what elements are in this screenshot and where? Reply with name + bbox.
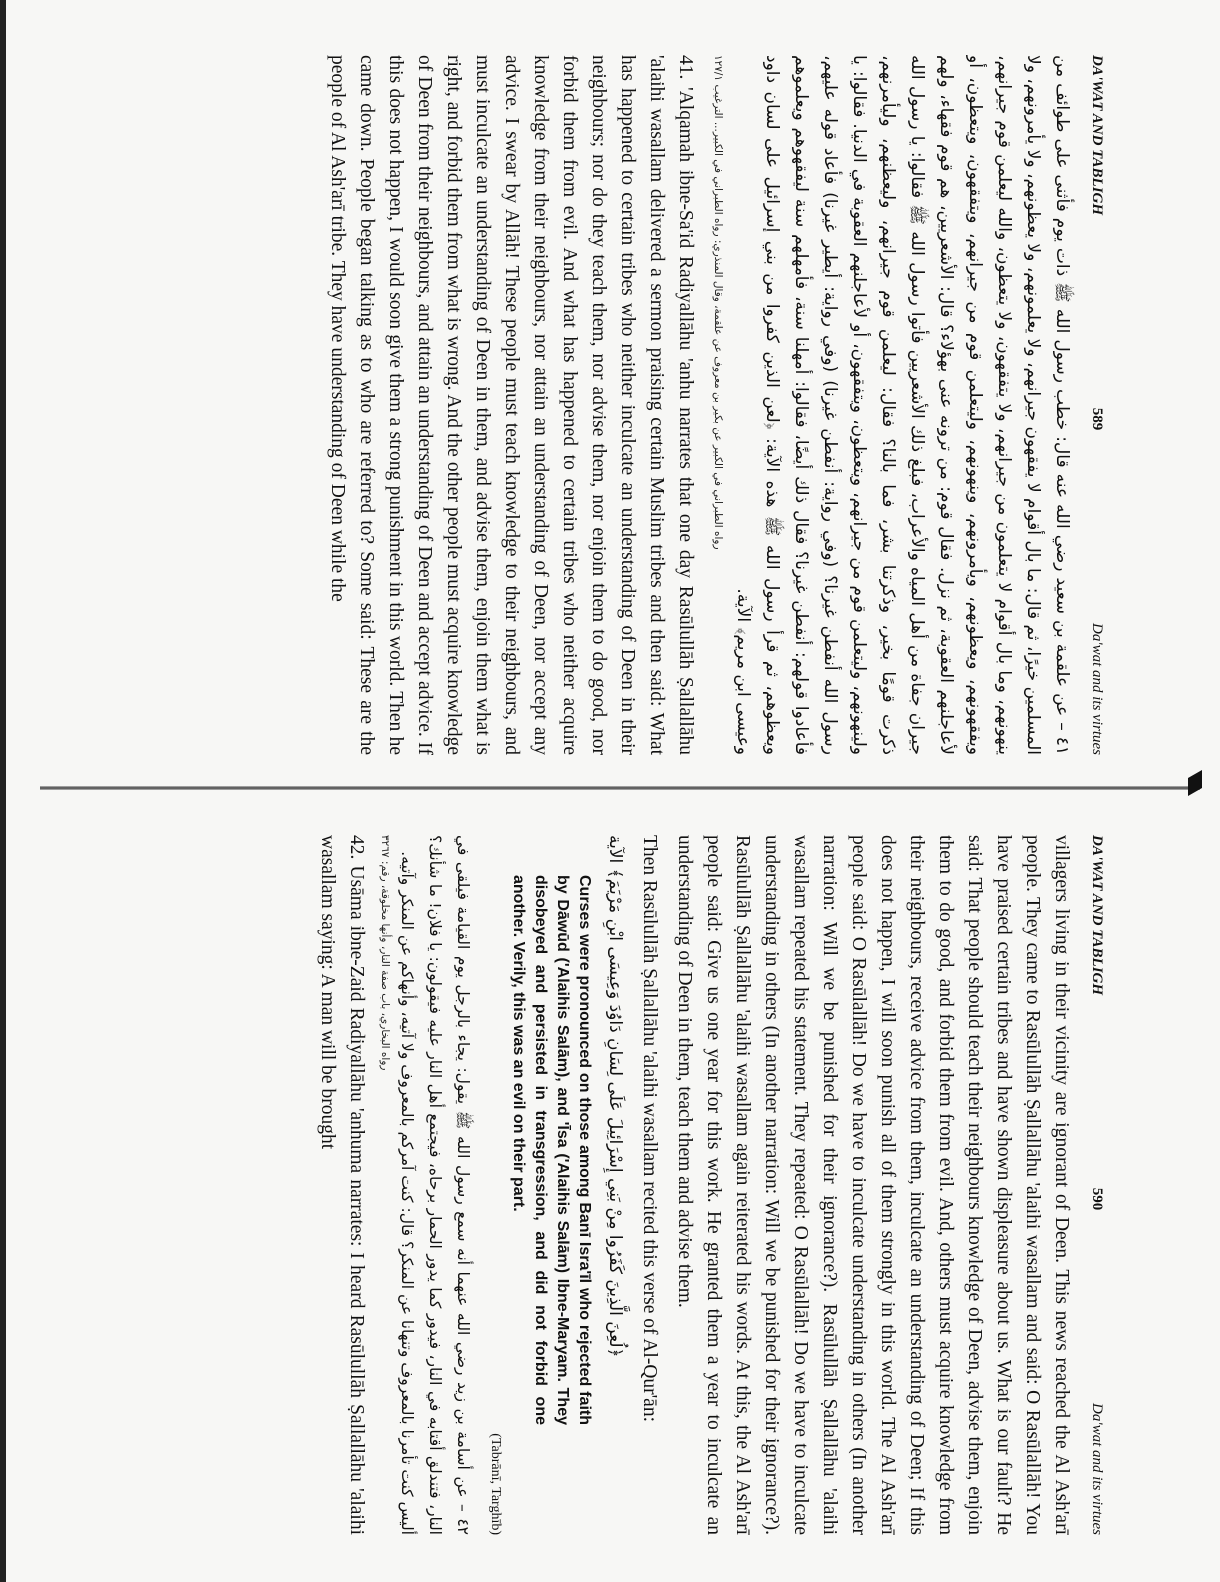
page-fold (40, 786, 1200, 790)
header-chapter-title: Da'wat and its virtues (1089, 623, 1106, 755)
page-body (36, 55, 1076, 755)
arabic-hadith-42: ٤٢ – عن أسامة بن زيد رضي الله عنهما أنه سمع رسول الله ﷺ يقول: يجاء بالرجل يوم القيامة فيلقى في النار، فتندلق أقتابه في النار، فيدور كما يدور الحمار برحاه، فيجتمع أهل النار عليه فيقولون: يا فلان! ما شأنك؟ أليس كنت تأمرنا بالمعروف وتنهانا عن المنكر؟ قال: كنت آمركم بالمعروف ولا آتيه، وأنهاكم عن المنكر وآتيه. (398, 835, 472, 1535)
arabic-source-41: رواه الطبراني في الكبير عن بكير بن معروف عن علقمة، وقال المنذري: رواه الطبراني في الكبير... الترغيب ١٢٧/١ (712, 55, 724, 550)
arabic-source-42: رواه البخاري، باب صفة النار، وأنها مخلوقة، رقم: ٣٢٦٧ (379, 835, 391, 1071)
page-590 (30, 835, 1110, 1535)
english-paragraph-verse-intro: Then Rasūlullāh Ṣallallāhu 'alaihi wasallam recited this verse of Al-Qur'ān: (639, 835, 660, 1422)
quran-verse-arabic: ﴿لُعِنَ الَّذِينَ كَفَرُوا مِنْ بَنِي إِسْرَائِيلَ عَلَى لِسَانِ دَاوُدَ وَعِيسَى ابْنِ مَرْيَمَ﴾ الآية (605, 835, 625, 1358)
book-binding-edge (0, 0, 6, 1582)
verse-translation: Curses were pronounced on those among Banī Isra'īl who rejected faith by Dāwūd ('Alaihis Salām), and 'Īsa ('Alaihis Salām) Ibne-Maryam. They disobeyed and persisted in transgression, and did not forbid one another. Verily, this was an evil on their part. (510, 875, 593, 1425)
source-reference: (Tabrānī, Targhīb) (488, 1433, 503, 1535)
header-book-title: DA'WAT AND TABLIGH (1089, 835, 1106, 996)
page-number: 589 (1089, 407, 1106, 431)
header-book-title: DA'WAT AND TABLIGH (1089, 55, 1106, 216)
page-fold-mark (1188, 770, 1202, 796)
page-number: 590 (1089, 1187, 1106, 1211)
arabic-hadith-41: ٤١ – عن علقمة بن سعيد رضي الله عنه قال: خطب رسول الله ﷺ ذات يوم فأثنى على طوائف من المسلمين خيرًا، ثم قال: ما بال أقوام لا يفقهون جيرانهم، ولا يعلمونهم، ولا يعظونهم، ولا يأمرونهم، ولا ينهونهم، وما بال أقوام لا يتعلمون من جيرانهم، ولا يتفقهون، ولا يتعظون، والله ليعلمن قوم جيرانهم، ويفقهونهم، ويعظونهم، ويأمرونهم، وينهونهم، وليتعلمن قوم من جيرانهم، ويتفقهون، ويتعظون، أو لأعاجلنهم العقوبة، ثم نزل. فقال قوم: من ترونه عنى بهؤلاء؟ قال: الأشعريين، هم قوم فقهاء، ولهم جيران جفاة من أهل المياه والأعراب، فبلغ ذلك الأشعريين فأتوا رسول الله ﷺ فقالوا: يا رسول الله ذكرت قومًا بخير، وذكرتنا بشر، فما بالنا؟ فقال: ليعلمن قوم جيرانهم، وليعظنهم، وليأمرنهم، ولينهونهم، وليتعلمن قوم من جيرانهم، ويتعظون، ويتفقهون، أو لأعاجلنهم العقوبة في الدنيا. فقالوا: يا رسول الله أنفطن غيرنا؟ (وفي رواية: أنفطن غيرنا) (وفي رواية: أيطير غيرنا) فأعاد قوله عليهم، فأعادوا قولهم: أنفطن غيرنا؟ فقال ذلك أيضًا، فقالوا: أمهلنا سنة، فأمهلهم سنة ليفقهوهم ويعلموهم ويعظوهم، ثم قرأ رسول الله ﷺ هذه الآية: ﴿لعن الذين كفروا من بني إسرائيل على لسان داود وعيسى ابن مريم﴾ الآية. (733, 55, 1072, 755)
header-chapter-title: Da'wat and its virtues (1089, 1403, 1106, 1535)
english-paragraph-continued: villagers living in their vicinity are ignorant of Deen. This news reached the Al Ash'arī people. They came to Rasūlullāh Ṣallallāhu 'alaihi wasallam and said: O Rasūlallāh! You have praised certain tribes and have shown displeasure about us. What is our fault? He said: That people should teach their neighbours knowledge of Deen, advise them, enjoin them to do good, and forbid them from evil. And, others must acquire knowledge from their neighbours, receive advice from them, inculcate an understanding of Deen; If this does not happen, I will soon punish all of them strongly in this world. The Al Ash'arī people said: O Rasūlallāh! Do we have to inculcate understanding in others (In another narration: Will we be punished for their ignorance?). Rasūlullāh Ṣallallāhu 'alaihi wasallam repeated his statement. They repeated: O Rasūlallāh! Do we have to inculcate understanding in others (In another narration: Will we be punished for their ignorance?). Rasūlullāh Ṣallallāhu 'alaihi wasallam again reiterated his words. At this, the Al Ash'arī people said: Give us one year for this work. He granted them a year to inculcate an understanding of Deen in them, teach them and advise them. (674, 835, 1072, 1535)
page-589 (30, 55, 1110, 755)
running-head (1084, 835, 1110, 1535)
english-paragraph-42: 42. Usāma ibne-Zaid Radiyallāhu 'anhuma narrates: I heard Rasūlullāh Ṣallallāhu 'alaihi wasallam saying: A man will be brought (317, 835, 367, 1535)
running-head (1084, 55, 1110, 755)
page-body (36, 835, 1076, 1535)
english-paragraph-41: 41. 'Alqamah ibne-Sa'id Radiyallāhu 'anhu narrates that one day Rasūlullāh Ṣallallāhu 'alaihi wasallam delivered a sermon praising certain Muslim tribes and then said: What has happened to certain tribes who neither inculcate an understanding of Deen in their neighbours; nor do they teach them, nor advise them, nor enjoin them to do good, nor forbid them from evil. And what has happened to certain tribes who neither acquire knowledge from their neighbours, nor attain an understanding of Deen, nor accept any advice. I swear by Allāh! These people must teach knowledge to their neighbours, and must inculcate an understanding of Deen in them, and advise them, enjoin them what is right, and forbid them from what is wrong. And the other people must acquire knowledge of Deen from their neighbours, and attain an understanding of Deen and accept advice. If this does not happen, I would soon give them a strong punishment in this world. Then he came down. People began talking as to who are referred to? Some said: These are the people of Al Ash'arī tribe. They have understanding of Deen while the (327, 55, 696, 755)
